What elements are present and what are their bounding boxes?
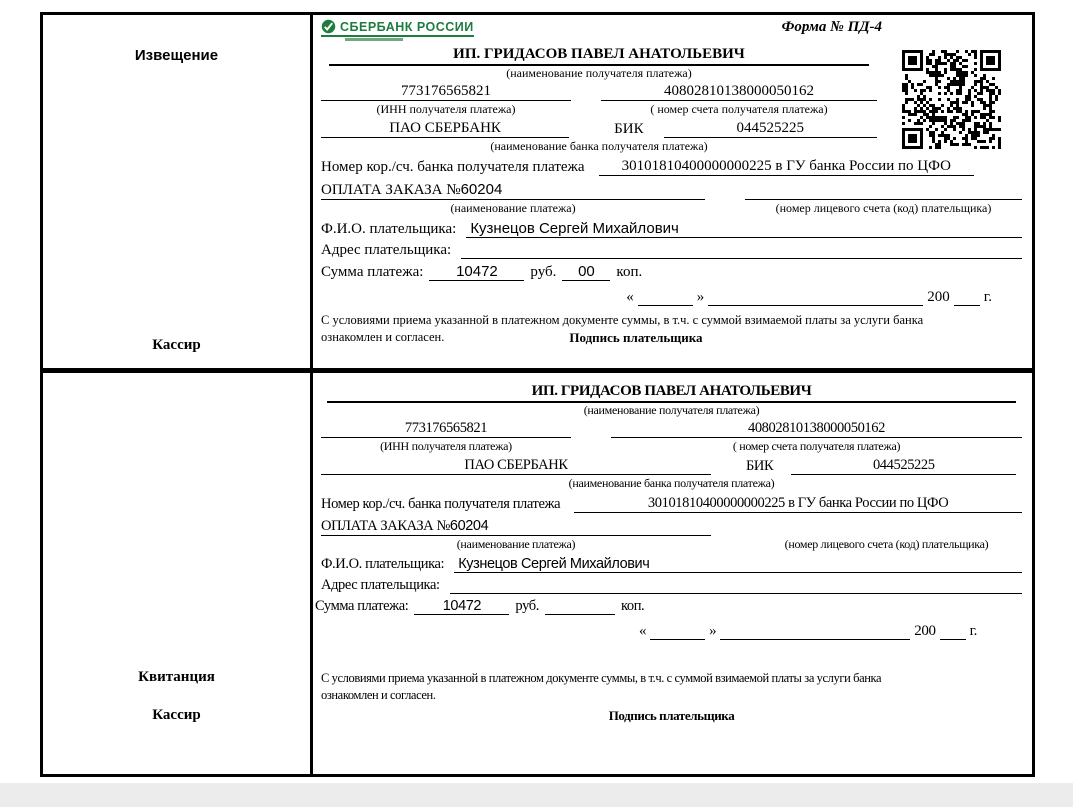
payer-address-blank	[461, 258, 1022, 259]
receipt-stub	[43, 373, 313, 774]
terms-line2: ознакомлен и согласен.	[321, 329, 445, 344]
corr-account-label: Номер кор./сч. банка получателя платежа	[321, 496, 561, 512]
receipt-form	[313, 373, 1032, 774]
personal-account-caption: (номер лицевого счета (код) плательщика)	[775, 201, 992, 215]
purpose-caption: (наименование платежа)	[456, 537, 576, 551]
quote-open: «	[626, 289, 634, 305]
year-prefix: 200	[914, 623, 936, 639]
terms-text	[321, 312, 1022, 346]
recipient-name: ИП. ГРИДАСОВ ПАВЕЛ АНАТОЛЬЕВИЧ	[329, 46, 869, 66]
payer-address-label: Адрес плательщика:	[321, 242, 452, 258]
payer-name-value: Кузнецов Сергей Михайлович	[454, 556, 1022, 573]
qr-code	[901, 49, 1002, 150]
receipt-section	[43, 373, 1032, 774]
terms-text	[321, 670, 1022, 724]
personal-account-blank	[745, 199, 1022, 200]
bik-label: БИК	[614, 121, 644, 137]
amount-kop-value: 00	[562, 263, 610, 281]
kop-label: коп.	[616, 264, 643, 280]
payer-name-label: Ф.И.О. плательщика:	[321, 556, 445, 572]
notice-form	[313, 15, 1032, 368]
payer-name-label: Ф.И.О. плательщика:	[321, 221, 457, 237]
quote-close: »	[696, 289, 705, 305]
purpose-label: ОПЛАТА ЗАКАЗА №	[321, 182, 461, 198]
bik-value: 044525225	[791, 457, 1016, 475]
qr-code-canvas	[901, 49, 1002, 150]
inn-caption: (ИНН получателя платежа)	[376, 102, 516, 116]
notice-section	[43, 15, 1032, 373]
bank-name: ПАО СБЕРБАНК	[321, 120, 569, 138]
bank-caption: (наименование банка получателя платежа)	[568, 476, 775, 490]
date-line	[321, 289, 992, 306]
recipient-name: ИП. ГРИДАСОВ ПАВЕЛ АНАТОЛЬЕВИЧ	[327, 383, 1016, 403]
amount-kop-blank	[545, 614, 615, 615]
pd4-document	[40, 12, 1035, 777]
amount-label: Сумма платежа:	[315, 598, 409, 614]
inn-value: 773176565821	[321, 83, 571, 101]
purpose-caption: (наименование платежа)	[450, 201, 576, 215]
corr-account-value: 30101810400000000225 в ГУ банка России по ЦФО	[574, 495, 1022, 513]
page-bottom-strip	[0, 783, 1073, 807]
terms-line1: С условиями приема указанной в платежном документе суммы, в т.ч. с суммой взимаемой платы за услуги банка	[321, 671, 882, 685]
date-line	[321, 623, 977, 640]
recipient-caption: (наименование получателя платежа)	[583, 403, 760, 417]
cashier-label: Кассир	[152, 337, 201, 353]
rub-label: руб.	[530, 264, 557, 280]
cashier-label: Кассир	[152, 707, 201, 723]
kop-label: коп.	[620, 598, 645, 614]
bank-caption: (наименование банка получателя платежа)	[490, 139, 708, 153]
sberbank-logo-icon	[321, 19, 336, 34]
signature-label: Подпись плательщика	[608, 707, 735, 723]
quote-open: «	[639, 623, 647, 639]
payment-purpose	[321, 181, 705, 200]
amount-label: Сумма платежа:	[321, 264, 424, 280]
notice-label: Извещение	[134, 47, 219, 64]
bik-value: 044525225	[664, 120, 877, 138]
payer-address-blank	[450, 593, 1022, 594]
account-value: 40802810138000050162	[611, 420, 1022, 438]
terms-line1: С условиями приема указанной в платежном документе суммы, в т.ч. с суммой взимаемой платы за услуги банка	[321, 313, 924, 327]
account-caption: ( номер счета получателя платежа)	[650, 102, 828, 116]
corr-account-value: 30101810400000000225 в ГУ банка России по ЦФО	[599, 158, 974, 176]
sberbank-logo	[321, 19, 474, 37]
signature-label: Подпись плательщика	[569, 329, 703, 345]
year-suffix: г.	[983, 289, 992, 305]
form-number: Форма № ПД-4	[781, 19, 882, 35]
payer-address-label: Адрес плательщика:	[321, 577, 440, 593]
inn-value: 773176565821	[321, 420, 571, 438]
corr-account-label: Номер кор./сч. банка получателя платежа	[321, 159, 585, 175]
date-day-blank	[650, 639, 705, 640]
payment-purpose	[321, 518, 711, 536]
date-year-blank	[954, 305, 980, 306]
bank-name: ПАО СБЕРБАНК	[321, 457, 711, 475]
inn-caption: (ИНН получателя платежа)	[380, 439, 512, 453]
receipt-label: Квитанция	[138, 669, 215, 685]
account-value: 40802810138000050162	[601, 83, 877, 101]
order-number: 60204	[449, 518, 489, 534]
purpose-label: ОПЛАТА ЗАКАЗА №	[321, 518, 450, 534]
payer-name-value: Кузнецов Сергей Михайлович	[466, 220, 1022, 238]
year-suffix: г.	[969, 623, 977, 639]
date-month-blank	[708, 305, 923, 306]
sberbank-logo-text: СБЕРБАНК РОССИИ	[340, 19, 474, 34]
quote-close: »	[709, 623, 717, 639]
order-number: 60204	[460, 181, 503, 198]
date-day-blank	[638, 305, 693, 306]
terms-line2: ознакомлен и согласен.	[321, 687, 436, 702]
amount-rub-value: 10472	[429, 263, 524, 281]
rub-label: руб.	[515, 598, 539, 614]
amount-rub-value: 10472	[414, 598, 509, 615]
account-caption: ( номер счета получателя платежа)	[732, 439, 901, 453]
notice-stub	[43, 15, 313, 368]
date-year-blank	[940, 639, 966, 640]
bank-logo-tagline	[345, 38, 403, 41]
date-month-blank	[720, 639, 910, 640]
year-prefix: 200	[927, 289, 950, 305]
recipient-caption: (наименование получателя платежа)	[506, 66, 692, 80]
notice-header-row	[321, 19, 1022, 45]
bik-label: БИК	[746, 458, 774, 474]
personal-account-caption: (номер лицевого счета (код) плательщика)	[784, 537, 989, 551]
